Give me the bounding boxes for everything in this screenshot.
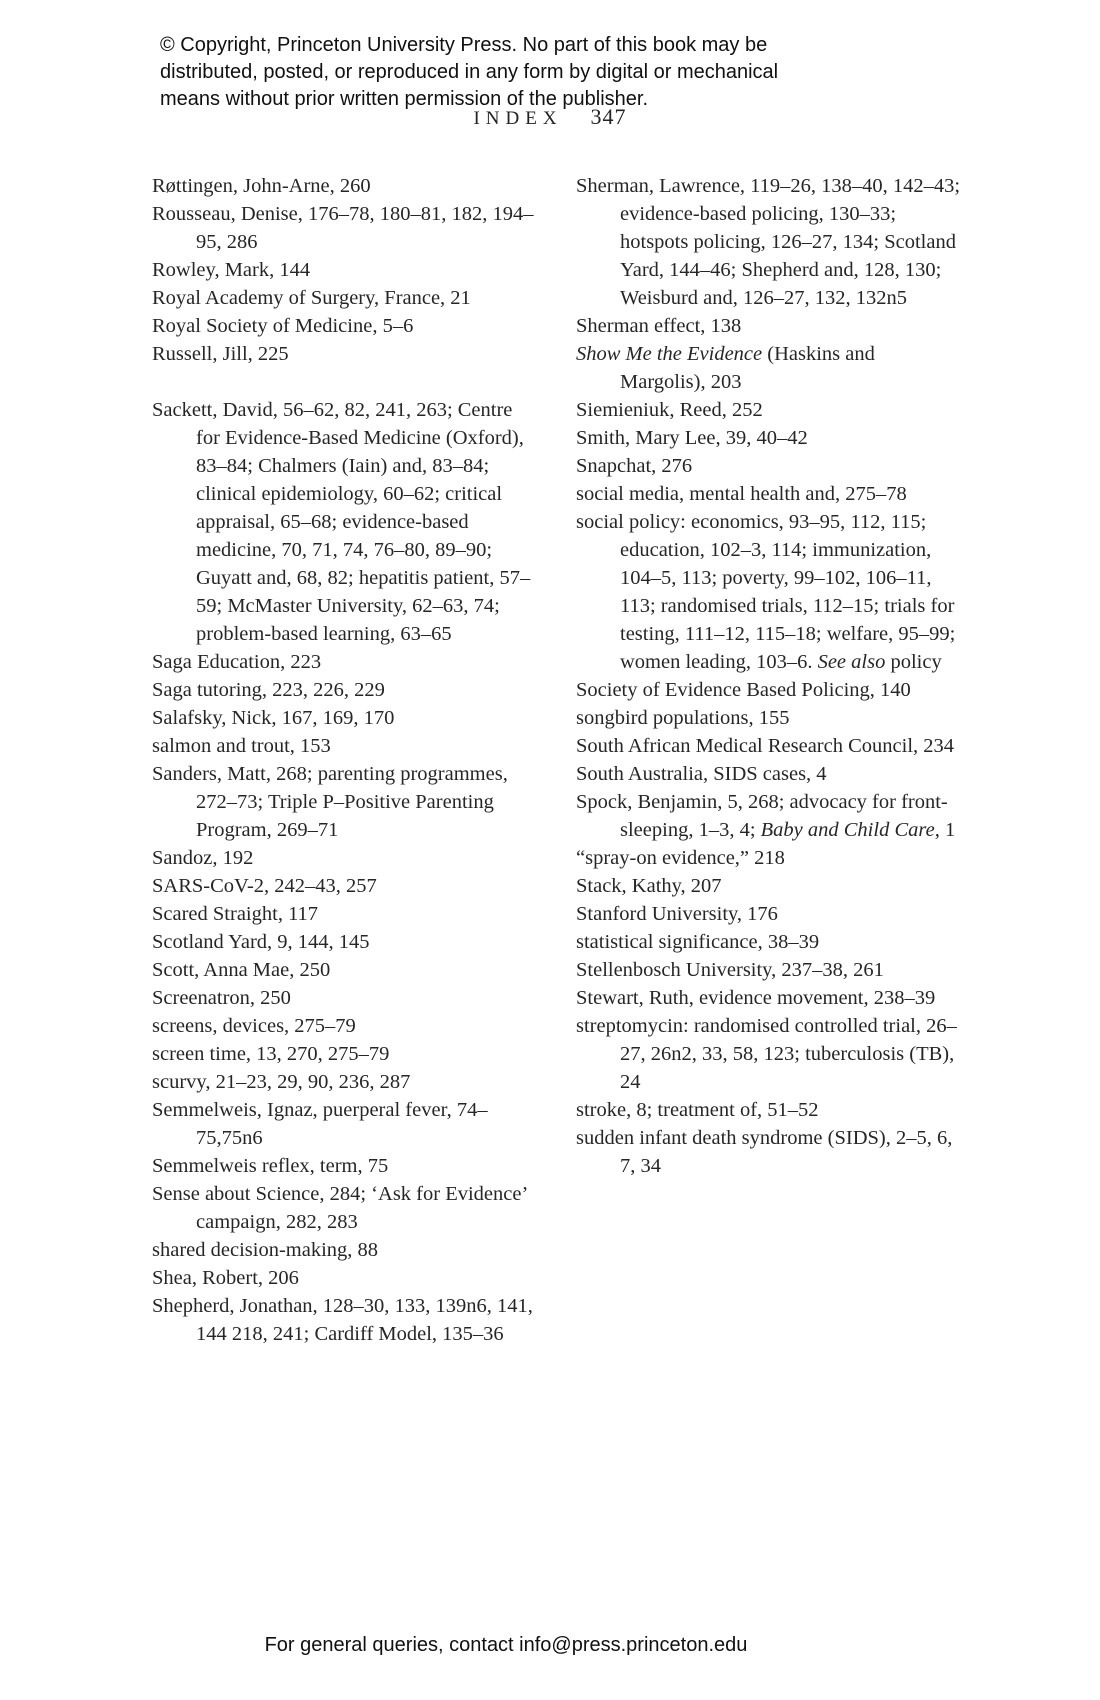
index-entry: Rousseau, Denise, 176–78, 180–81, 182, 194–95, 286 xyxy=(152,203,534,253)
index-entry: Sanders, Matt, 268; parenting programmes, 272–73; Triple P–Positive Parenting Program, 269–71 xyxy=(152,763,508,841)
index-entry: statistical significance, 38–39 xyxy=(576,931,820,953)
index-entry: Snapchat, 276 xyxy=(576,455,693,477)
index-entry: South African Medical Research Council, 234 xyxy=(576,735,955,757)
index-entry: Shea, Robert, 206 xyxy=(152,1267,299,1289)
index-entry: Sherman, Lawrence, 119–26, 138–40, 142–43; evidence-based policing, 130–33; hotspots policing, 126–27, 134; Scotland Yard, 144–46; Shepherd and, 128, 130; Weisburd and, 126–27, 132, 132n5 xyxy=(576,175,961,309)
index-columns xyxy=(152,172,964,1348)
index-entry: salmon and trout, 153 xyxy=(152,735,331,757)
index-entry: screens, devices, 275–79 xyxy=(152,1015,356,1037)
page-header xyxy=(0,104,1100,130)
index-entry: Scared Straight, 117 xyxy=(152,903,319,925)
index-entry: social policy: economics, 93–95, 112, 115; education, 102–3, 114; immunization, 104–5, 113; poverty, 99–102, 106–11, 113; randomised trials, 112–15; trials for testing, 111–12, 115–18; welfare, 95–99; women leading, 103–6. See also policy xyxy=(576,511,956,673)
index-entry: Stewart, Ruth, evidence movement, 238–39 xyxy=(576,987,936,1009)
index-entry: Russell, Jill, 225 xyxy=(152,343,289,365)
index-entry: Stellenbosch University, 237–38, 261 xyxy=(576,959,884,981)
index-entry: “spray-on evidence,” 218 xyxy=(576,847,785,869)
index-entry: SARS-CoV-2, 242–43, 257 xyxy=(152,875,377,897)
index-entry: Røttingen, John-Arne, 260 xyxy=(152,175,371,197)
index-entry: Shepherd, Jonathan, 128–30, 133, 139n6, 141, 144 218, 241; Cardiff Model, 135–36 xyxy=(152,1295,533,1345)
index-entry: Sense about Science, 284; ‘Ask for Evidence’ campaign, 282, 283 xyxy=(152,1183,527,1233)
index-column-right xyxy=(576,172,964,1348)
index-entry: shared decision-making, 88 xyxy=(152,1239,379,1261)
index-entry: Stack, Kathy, 207 xyxy=(576,875,722,897)
index-entry: Royal Society of Medicine, 5–6 xyxy=(152,315,414,337)
index-entry: Smith, Mary Lee, 39, 40–42 xyxy=(576,427,808,449)
index-entry: Stanford University, 176 xyxy=(576,903,778,925)
index-entry: Society of Evidence Based Policing, 140 xyxy=(576,679,911,701)
index-title: INDEX xyxy=(473,108,563,129)
index-entry: Rowley, Mark, 144 xyxy=(152,259,311,281)
index-entry: stroke, 8; treatment of, 51–52 xyxy=(576,1099,819,1121)
index-entry: Royal Academy of Surgery, France, 21 xyxy=(152,287,471,309)
index-entry: Siemieniuk, Reed, 252 xyxy=(576,399,763,421)
index-entry: Salafsky, Nick, 167, 169, 170 xyxy=(152,707,395,729)
page-number: 347 xyxy=(590,104,627,129)
index-entry: streptomycin: randomised controlled trial, 26–27, 26n2, 33, 58, 123; tuberculosis (TB), 24 xyxy=(576,1015,957,1093)
index-entry: Saga Education, 223 xyxy=(152,651,322,673)
footer-contact: For general queries, contact info@press.princeton.edu xyxy=(264,1634,748,1656)
index-column-left xyxy=(152,172,540,1348)
index-entry: songbird populations, 155 xyxy=(576,707,790,729)
index-entry: Saga tutoring, 223, 226, 229 xyxy=(152,679,385,701)
index-entry: social media, mental health and, 275–78 xyxy=(576,483,907,505)
index-entry: sudden infant death syndrome (SIDS), 2–5, 6, 7, 34 xyxy=(576,1127,953,1177)
index-entry: Sackett, David, 56–62, 82, 241, 263; Centre for Evidence-Based Medicine (Oxford), 83–84; Chalmers (Iain) and, 83–84; clinical epidemiology, 60–62; critical appraisal, 65–68; evidence-based medicine, 70, 71, 74, 76–80, 89–90; Guyatt and, 68, 82; hepatitis patient, 57–59; McMaster University, 62–63, 74; problem-based learning, 63–65 xyxy=(152,399,531,645)
index-entry: Sherman effect, 138 xyxy=(576,315,742,337)
index-entry: Screenatron, 250 xyxy=(152,987,291,1009)
index-entry: South Australia, SIDS cases, 4 xyxy=(576,763,827,785)
index-entry: Semmelweis, Ignaz, puerperal fever, 74–75,75n6 xyxy=(152,1099,488,1149)
index-entry: Scott, Anna Mae, 250 xyxy=(152,959,331,981)
index-entry: screen time, 13, 270, 275–79 xyxy=(152,1043,390,1065)
index-entry: scurvy, 21–23, 29, 90, 236, 287 xyxy=(152,1071,411,1093)
index-entry: Scotland Yard, 9, 144, 145 xyxy=(152,931,370,953)
index-entry: Spock, Benjamin, 5, 268; advocacy for front-sleeping, 1–3, 4; Baby and Child Care, 1 xyxy=(576,791,956,841)
copyright-notice: © Copyright, Princeton University Press. No part of this book may be distributed, posted, or reproduced in any form by digital or mechanical means without prior written permission of the publisher. xyxy=(160,34,779,110)
index-entry: Semmelweis reflex, term, 75 xyxy=(152,1155,389,1177)
index-entry: Sandoz, 192 xyxy=(152,847,254,869)
index-entry: Show Me the Evidence (Haskins and Margolis), 203 xyxy=(576,343,875,393)
